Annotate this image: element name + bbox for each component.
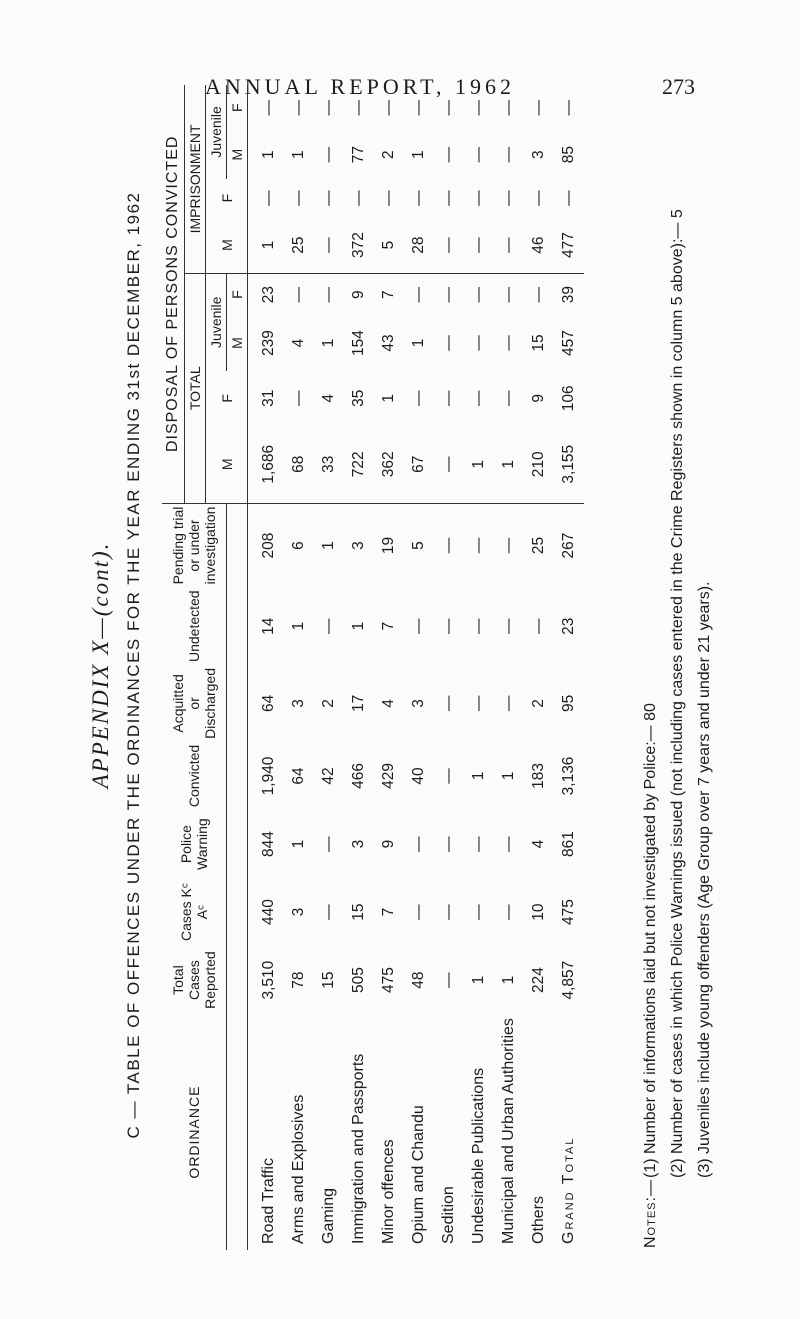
cell-ijm: 85 <box>560 146 577 164</box>
cell-conv: 1 <box>470 771 487 781</box>
cell-warn: 1 <box>290 839 307 849</box>
cell-conv: 64 <box>290 767 307 785</box>
ordinance-name: Others <box>530 1195 547 1244</box>
col-police-warning: Police Warning <box>162 810 227 878</box>
cell-acq: 4 <box>380 699 397 708</box>
cell-warn: 844 <box>260 831 277 858</box>
cell-im: 1 <box>248 217 285 273</box>
cell-tm: 68 <box>284 426 314 503</box>
cell-tm: 3,155 <box>554 426 584 503</box>
cell-total: 3,510 <box>260 960 277 1000</box>
cell-undet: 1 <box>350 621 367 631</box>
cell-ki: — <box>500 904 517 920</box>
col-pending: Pending trial or under investigation <box>162 503 227 587</box>
cell-conv: 429 <box>380 763 397 789</box>
cell-ijf: — <box>440 99 457 116</box>
cell-warn: — <box>470 836 487 852</box>
cell-if: — <box>260 190 277 206</box>
cell-ijm: — <box>470 146 487 163</box>
cell-conv: 1,940 <box>260 756 277 796</box>
cell-warn: — <box>410 836 427 852</box>
cell-total: 505 <box>350 967 367 994</box>
col-imp-juvenile-m: M <box>227 130 248 179</box>
col-cases-ki: Cases Kᶜ Aᶜ <box>162 878 227 946</box>
cell-ijm: — <box>440 146 457 163</box>
cell-tm: 362 <box>374 426 404 503</box>
col-padding <box>227 587 248 665</box>
cell-warn: — <box>440 836 457 852</box>
col-total-m: M <box>206 426 248 503</box>
cell-tf: — <box>500 390 517 407</box>
cell-tf: — <box>440 390 457 407</box>
cell-ki: 440 <box>260 899 277 926</box>
col-padding <box>227 878 248 946</box>
cell-pend: 6 <box>290 541 307 550</box>
cell-im: 25 <box>284 217 314 273</box>
col-padding <box>227 503 248 587</box>
ordinance-name: Arms and Explosives <box>290 1094 307 1244</box>
cell-if: — <box>560 190 577 206</box>
cell-tm: 722 <box>344 426 374 503</box>
cell-acq: — <box>440 695 457 712</box>
cell-pend: 5 <box>410 541 427 550</box>
cell-ijm: 3 <box>530 150 547 159</box>
cell-tf: 35 <box>350 389 367 407</box>
table-row <box>524 85 554 1250</box>
col-group-disposal: DISPOSAL OF PERSONS CONVICTED <box>162 85 185 503</box>
cell-conv: 42 <box>320 767 337 785</box>
col-imp-m: M <box>206 217 248 273</box>
cell-undet: 7 <box>380 621 397 631</box>
cell-ki: — <box>320 904 337 920</box>
col-imp-juvenile: Juvenile <box>206 85 227 179</box>
cell-tjm: 15 <box>530 334 547 352</box>
col-total-f: F <box>206 371 248 426</box>
cell-pend: 208 <box>260 532 277 559</box>
cell-im: — <box>464 217 494 273</box>
cell-ki: 10 <box>530 903 547 921</box>
table-row <box>248 85 285 1250</box>
cell-total: 1 <box>500 975 517 985</box>
note-2: (2) Number of cases in which Police Warnings issued (not including cases entered in the Crime Registers shown in column 5 above):— 5 <box>669 209 686 1178</box>
cell-im: — <box>434 217 464 273</box>
cell-ijm: 77 <box>350 146 367 164</box>
cell-tjm: 1 <box>320 338 337 348</box>
table-row <box>374 85 404 1250</box>
cell-acq: 64 <box>260 694 277 713</box>
cell-ijf: — <box>260 99 277 116</box>
cell-tjm: 239 <box>260 330 277 356</box>
table-row <box>464 85 494 1250</box>
cell-ki: — <box>470 904 487 920</box>
col-imp-f: F <box>206 179 248 217</box>
ordinance-name: Opium and Chandu <box>410 1105 427 1244</box>
cell-if: — <box>410 190 427 206</box>
cell-if: — <box>290 190 307 206</box>
table-row <box>284 85 314 1250</box>
cell-warn: 4 <box>530 839 547 849</box>
cell-pend: — <box>470 537 487 554</box>
cell-pend: 267 <box>560 532 577 559</box>
col-group-total: TOTAL <box>185 273 206 503</box>
cell-acq: 2 <box>320 699 337 708</box>
cell-im: — <box>494 217 524 273</box>
cell-acq: 2 <box>530 699 547 708</box>
cell-pend: 25 <box>530 536 547 555</box>
col-acquitted: Acquitted or Discharged <box>162 665 227 742</box>
cell-tm: 210 <box>524 426 554 503</box>
cell-conv: — <box>440 768 457 784</box>
col-undetected: Undetected <box>162 587 227 665</box>
cell-im: 28 <box>404 217 434 273</box>
cell-tm: 33 <box>314 426 344 503</box>
cell-tf: — <box>410 390 427 407</box>
cell-tjm: — <box>440 335 457 351</box>
cell-conv: 3,136 <box>560 756 577 796</box>
cell-acq: — <box>500 695 517 712</box>
cell-ijm: — <box>500 146 517 163</box>
cell-tf: 4 <box>320 393 337 403</box>
cell-undet: — <box>500 618 517 634</box>
cell-ijf: — <box>290 99 307 116</box>
cell-warn: — <box>320 836 337 852</box>
cell-im: 5 <box>374 217 404 273</box>
ordinance-name: Minor offences <box>380 1139 397 1244</box>
cell-tf: — <box>290 390 307 407</box>
cell-pend: — <box>500 537 517 554</box>
cell-tm: — <box>434 426 464 503</box>
cell-warn: 861 <box>560 831 577 858</box>
cell-total: — <box>440 972 457 988</box>
cell-undet: — <box>470 618 487 634</box>
cell-tm: 1,686 <box>248 426 285 503</box>
col-padding <box>227 946 248 1014</box>
cell-undet: — <box>440 618 457 634</box>
cell-total: 78 <box>290 971 307 989</box>
cell-if: — <box>380 190 397 206</box>
cell-pend: 3 <box>350 541 367 550</box>
cell-pend: 19 <box>380 536 397 555</box>
table-title: C — TABLE OF OFFENCES UNDER THE ORDINANCES FOR THE YEAR ENDING 31st DECEMBER, 1962 <box>124 191 143 1139</box>
cell-tjf: — <box>500 286 517 303</box>
cell-tjm: 1 <box>410 338 427 348</box>
cell-acq: 17 <box>350 694 367 713</box>
table-body <box>248 85 585 1250</box>
table-row <box>404 85 434 1250</box>
grand-total-row <box>554 85 584 1250</box>
cell-tjm: — <box>470 335 487 351</box>
cell-total: 4,857 <box>560 960 577 1000</box>
cell-tm: 1 <box>464 426 494 503</box>
cell-ki: 15 <box>350 903 367 921</box>
cell-tjm: 457 <box>560 330 577 356</box>
cell-if: — <box>500 190 517 206</box>
notes-label: Notes:— <box>642 1179 659 1248</box>
cell-pend: — <box>440 537 457 554</box>
cell-tjf: — <box>530 286 547 303</box>
col-total-juvenile-m: M <box>227 315 248 370</box>
cell-if: — <box>470 190 487 206</box>
cell-if: — <box>320 190 337 206</box>
table-row <box>494 85 524 1250</box>
cell-ijm: 1 <box>290 150 307 159</box>
cell-ijf: — <box>410 99 427 116</box>
offences-table <box>162 85 584 1250</box>
cell-warn: — <box>500 836 517 852</box>
cell-tjm: 43 <box>380 334 397 352</box>
cell-conv: 183 <box>530 763 547 789</box>
cell-acq: — <box>470 695 487 712</box>
cell-undet: — <box>320 618 337 634</box>
cell-if: — <box>530 190 547 206</box>
cell-ijf: — <box>320 99 337 116</box>
cell-tjf: — <box>470 286 487 303</box>
cell-im: — <box>314 217 344 273</box>
cell-acq: 95 <box>560 694 577 713</box>
cell-total: 224 <box>530 967 547 994</box>
col-group-imprisonment: IMPRISONMENT <box>185 85 206 273</box>
cell-im: 46 <box>524 217 554 273</box>
cell-acq: 3 <box>410 699 427 708</box>
cell-tjf: — <box>440 286 457 303</box>
cell-tjf: 9 <box>350 290 367 299</box>
col-convicted: Convicted <box>162 742 227 810</box>
ordinance-name: Grand Total <box>560 1136 577 1244</box>
cell-ijm: 1 <box>260 150 277 159</box>
col-total-cases: Total Cases Reported <box>162 946 227 1014</box>
cell-tf: 9 <box>530 393 547 403</box>
cell-acq: 3 <box>290 699 307 708</box>
cell-conv: 40 <box>410 767 427 785</box>
cell-tf: 31 <box>260 389 277 407</box>
col-padding <box>227 742 248 810</box>
col-ordinance: ORDINANCE <box>162 1014 227 1250</box>
cell-tjf: 39 <box>560 286 577 304</box>
ordinance-name: Immigration and Passports <box>350 1053 367 1244</box>
rotated-table-page <box>82 70 782 1260</box>
note-1: (1) Number of informations laid but not investigated by Police:— 80 <box>642 703 659 1178</box>
table-header <box>162 85 248 1250</box>
cell-tjf: — <box>410 286 427 303</box>
page-number: 273 <box>662 74 695 99</box>
table-row <box>314 85 344 1250</box>
cell-undet: — <box>410 618 427 634</box>
col-padding <box>227 665 248 742</box>
cell-tm: 1 <box>494 426 524 503</box>
cell-ijf: — <box>500 99 517 116</box>
cell-ijf: — <box>350 99 367 116</box>
ordinance-name: Municipal and Urban Authorities <box>500 1018 517 1244</box>
cell-ki: — <box>410 904 427 920</box>
cell-tjf: — <box>320 286 337 303</box>
cell-im: 372 <box>344 217 374 273</box>
cell-warn: 3 <box>350 839 367 849</box>
col-total-juvenile-f: F <box>227 273 248 315</box>
ordinance-name: Sedition <box>440 1186 457 1244</box>
table-row <box>434 85 464 1250</box>
cell-ki: 7 <box>380 907 397 917</box>
cell-undet: 1 <box>290 621 307 631</box>
cell-ki: 3 <box>290 907 307 917</box>
col-padding <box>227 1014 248 1250</box>
cell-ijm: 1 <box>410 150 427 159</box>
cell-undet: — <box>530 618 547 634</box>
cell-undet: 14 <box>260 617 277 635</box>
cell-warn: 9 <box>380 839 397 849</box>
cell-conv: 1 <box>500 771 517 781</box>
cell-ijf: — <box>380 99 397 116</box>
cell-tjf: 23 <box>260 286 277 304</box>
cell-pend: 1 <box>320 541 337 550</box>
cell-tjm: 154 <box>350 330 367 356</box>
ordinance-name: Gaming <box>320 1187 337 1244</box>
cell-tjf: 7 <box>380 290 397 299</box>
cell-ijm: — <box>320 146 337 163</box>
cell-tm: 67 <box>404 426 434 503</box>
cell-tf: — <box>470 390 487 407</box>
ordinance-name: Road Traffic <box>260 1158 277 1244</box>
cell-ijf: — <box>470 99 487 116</box>
cell-tjm: 4 <box>290 338 307 348</box>
col-imp-juvenile-f: F <box>227 85 248 130</box>
running-head: ANNUAL REPORT, 1962 <box>205 74 515 99</box>
cell-ijf: — <box>530 99 547 116</box>
cell-tjf: — <box>290 286 307 303</box>
cell-total: 475 <box>380 967 397 994</box>
cell-im: 477 <box>554 217 584 273</box>
appendix-title: APPENDIX X—(cont). <box>88 541 113 789</box>
cell-total: 48 <box>410 971 427 989</box>
cell-tf: 1 <box>380 393 397 403</box>
cell-total: 1 <box>470 975 487 985</box>
note-3: (3) Juveniles include young offenders (Age Group over 7 years and under 21 years). <box>696 581 713 1178</box>
cell-undet: 23 <box>560 617 577 635</box>
cell-conv: 466 <box>350 763 367 789</box>
cell-ijf: — <box>560 99 577 116</box>
cell-if: — <box>440 190 457 206</box>
ordinance-name: Undesirable Publications <box>470 1067 487 1244</box>
cell-total: 15 <box>320 971 337 989</box>
cell-ki: — <box>440 904 457 920</box>
col-padding <box>227 810 248 878</box>
cell-tjm: — <box>500 335 517 351</box>
cell-ki: 475 <box>560 899 577 926</box>
notes <box>637 88 713 1248</box>
table-row <box>344 85 374 1250</box>
cell-ijm: 2 <box>380 150 397 159</box>
cell-if: — <box>350 190 367 206</box>
col-total-juvenile: Juvenile <box>206 273 227 370</box>
cell-tf: 106 <box>560 385 577 412</box>
